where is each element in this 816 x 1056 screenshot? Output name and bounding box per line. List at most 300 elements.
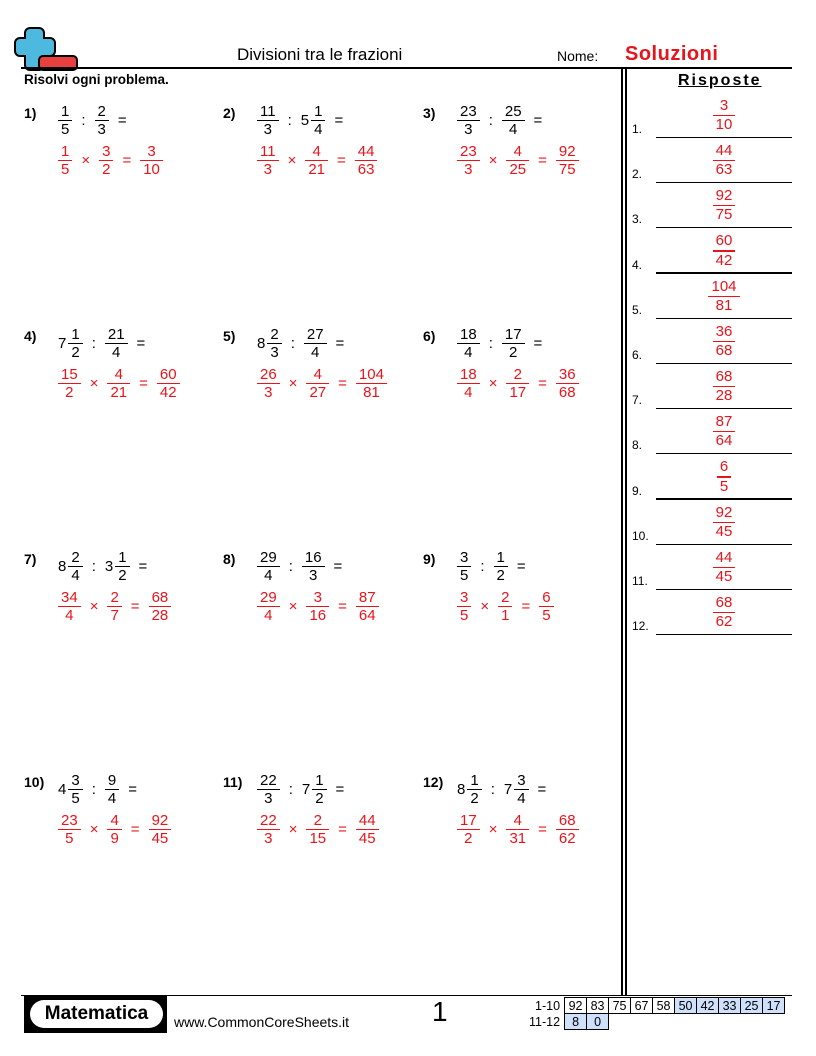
- numerator: 92: [151, 812, 169, 829]
- problem-4: [24, 326, 214, 406]
- denominator: 3: [264, 830, 273, 848]
- divisor: [502, 103, 525, 138]
- equals-sign: =: [136, 335, 146, 353]
- answer-number: 12.: [632, 619, 649, 634]
- fraction: [311, 103, 325, 138]
- dividend: [257, 326, 282, 361]
- denominator: 5: [61, 121, 70, 139]
- solution-factor-2: [506, 812, 529, 847]
- answer-value: [656, 594, 792, 631]
- answer-line: [656, 272, 792, 273]
- denominator: 4: [71, 567, 80, 585]
- fraction: [467, 772, 481, 807]
- numerator: 3: [102, 143, 111, 160]
- fraction: [68, 326, 82, 361]
- numerator: 2: [501, 589, 510, 606]
- answer-value: [656, 232, 792, 269]
- divide-sign: :: [91, 335, 96, 353]
- score-empty: [609, 1014, 631, 1030]
- denominator: 5: [719, 477, 729, 495]
- denominator: 4: [464, 384, 473, 402]
- whole-number: 7: [58, 335, 67, 353]
- dividend: [457, 549, 471, 584]
- solution-factor-1: [58, 366, 81, 401]
- solution-result: [149, 589, 172, 624]
- problem-question: [257, 772, 353, 807]
- answer-number: 2.: [632, 167, 643, 182]
- problem-number: 10): [24, 774, 45, 790]
- fraction: [257, 549, 280, 584]
- numerator: 1: [470, 772, 479, 789]
- solution-factor-2: [306, 589, 329, 624]
- divide-sign: :: [488, 335, 493, 353]
- equals-sign: =: [139, 375, 148, 393]
- denominator: 1: [501, 607, 510, 625]
- denominator: 81: [715, 296, 733, 314]
- problem-number: 11): [223, 774, 243, 790]
- denominator: 25: [509, 161, 527, 179]
- problem-number: 7): [24, 551, 37, 567]
- solution-factor-1: [257, 366, 280, 401]
- times-sign: ×: [287, 152, 297, 170]
- problem-solution: [257, 143, 377, 178]
- numerator: 87: [715, 413, 733, 431]
- numerator: 23: [460, 143, 477, 160]
- denominator: 75: [715, 206, 733, 224]
- score-row: [526, 1014, 785, 1030]
- denominator: 5: [71, 790, 80, 808]
- equals-sign: =: [338, 375, 347, 393]
- problem-question: [58, 772, 146, 807]
- problem-solution: [58, 143, 163, 178]
- times-sign: ×: [288, 598, 298, 616]
- fraction: [257, 103, 279, 138]
- divide-sign: :: [91, 558, 96, 576]
- score-cell: 50: [675, 998, 697, 1014]
- denominator: 62: [558, 830, 576, 848]
- numerator: 3: [719, 96, 729, 114]
- problem-1: [24, 103, 214, 183]
- score-row: [526, 998, 785, 1014]
- fraction: [502, 326, 525, 361]
- answer-value: [656, 323, 792, 360]
- denominator: 21: [308, 161, 326, 179]
- score-cell: 25: [741, 998, 763, 1014]
- answer-number: 3.: [632, 212, 643, 227]
- numerator: 22: [260, 812, 277, 829]
- score-cell: 83: [587, 998, 609, 1014]
- header-divider: [21, 67, 792, 69]
- denominator: 81: [363, 384, 380, 402]
- score-table: [526, 997, 785, 1030]
- denominator: 2: [65, 384, 74, 402]
- numerator: 3: [147, 143, 156, 160]
- problem-question: [58, 326, 154, 361]
- problem-number: 2): [223, 105, 236, 121]
- score-cell: 75: [609, 998, 631, 1014]
- answers-title: Risposte: [678, 72, 762, 89]
- score-empty: [631, 1014, 653, 1030]
- answer-line: [656, 408, 792, 409]
- answer-fraction: [713, 504, 736, 541]
- equals-sign: =: [130, 821, 140, 839]
- denominator: 2: [509, 344, 518, 362]
- dividend: [457, 772, 482, 807]
- denominator: 3: [97, 121, 106, 139]
- equals-sign: =: [533, 112, 543, 130]
- numerator: 23: [460, 103, 477, 120]
- equals-sign: =: [122, 152, 132, 170]
- numerator: 2: [110, 589, 119, 606]
- score-cell: 58: [653, 998, 675, 1014]
- solution-result: [140, 143, 163, 178]
- fraction: [68, 772, 82, 807]
- solution-factor-1: [58, 143, 72, 178]
- numerator: 1: [496, 549, 505, 566]
- problem-number: 1): [24, 105, 37, 121]
- fraction: [105, 326, 128, 361]
- times-sign: ×: [81, 152, 91, 170]
- answer-fraction: [713, 594, 736, 631]
- divisor: [302, 772, 327, 807]
- answer-item: [632, 501, 792, 545]
- times-sign: ×: [488, 821, 498, 839]
- fraction: [494, 549, 508, 584]
- fraction: [457, 326, 480, 361]
- denominator: 4: [264, 567, 273, 585]
- answer-item: [632, 546, 792, 590]
- problem-question: [257, 103, 352, 138]
- answer-value: [656, 368, 792, 405]
- denominator: 2: [496, 567, 505, 585]
- denominator: 7: [110, 607, 119, 625]
- answer-item: [632, 591, 792, 635]
- denominator: 63: [715, 161, 733, 179]
- fraction: [312, 772, 326, 807]
- problem-solution: [457, 366, 579, 401]
- score-cell: 33: [719, 998, 741, 1014]
- numerator: 4: [313, 366, 322, 383]
- denominator: 42: [715, 251, 733, 269]
- solution-result: [556, 366, 579, 401]
- denominator: 4: [264, 607, 273, 625]
- dividend: [257, 549, 280, 584]
- score-empty: [675, 1014, 697, 1030]
- denominator: 4: [65, 607, 74, 625]
- numerator: 21: [107, 326, 125, 343]
- fraction: [95, 103, 109, 138]
- solution-factor-2: [305, 143, 328, 178]
- answer-item: [632, 456, 792, 500]
- problem-number: 12): [423, 774, 444, 790]
- whole-number: 8: [457, 781, 466, 799]
- solution-factor-1: [257, 812, 280, 847]
- problem-question: [257, 549, 351, 584]
- solution-factor-2: [498, 589, 512, 624]
- numerator: 60: [159, 366, 177, 383]
- divisor: [95, 103, 109, 138]
- score-cell: 67: [631, 998, 653, 1014]
- divide-sign: :: [480, 558, 485, 576]
- numerator: 1: [314, 103, 323, 120]
- answer-line: [656, 498, 792, 499]
- answer-line: [656, 589, 792, 590]
- answer-fraction: [713, 232, 736, 269]
- equals-sign: =: [521, 598, 531, 616]
- denominator: 2: [102, 161, 111, 179]
- score-empty: [653, 1014, 675, 1030]
- problem-10: [24, 772, 214, 852]
- divisor: [105, 326, 128, 361]
- divisor: [502, 326, 525, 361]
- denominator: 2: [118, 567, 127, 585]
- numerator: 11: [260, 103, 276, 120]
- problem-6: [423, 326, 613, 406]
- problem-2: [223, 103, 413, 183]
- answer-line: [656, 318, 792, 319]
- score-cell: 92: [565, 998, 587, 1014]
- numerator: 25: [504, 103, 522, 120]
- dividend: [58, 772, 83, 807]
- denominator: 4: [314, 121, 323, 139]
- problem-9: [423, 549, 613, 629]
- times-sign: ×: [288, 821, 298, 839]
- name-label: Nome:: [557, 48, 599, 64]
- answer-fraction: [713, 549, 736, 586]
- dividend: [58, 103, 72, 138]
- times-sign: ×: [89, 375, 99, 393]
- numerator: 36: [558, 366, 576, 383]
- column-divider: [625, 68, 627, 996]
- score-range-label: 1-10: [535, 998, 561, 1013]
- numerator: 92: [715, 503, 733, 521]
- answer-item: [632, 184, 792, 228]
- site-url: www.CommonCoreSheets.it: [174, 1014, 350, 1030]
- numerator: 3: [313, 589, 322, 606]
- solution-factor-1: [457, 143, 480, 178]
- denominator: 17: [509, 384, 527, 402]
- denominator: 45: [715, 568, 733, 585]
- solution-factor-2: [506, 143, 529, 178]
- denominator: 3: [263, 121, 272, 139]
- answer-item: [632, 365, 792, 409]
- divide-sign: :: [488, 112, 493, 130]
- denominator: 16: [309, 607, 327, 625]
- divide-sign: :: [490, 781, 495, 799]
- answer-item: [632, 94, 792, 138]
- denominator: 4: [107, 790, 117, 808]
- equals-sign: =: [538, 821, 547, 839]
- denominator: 5: [65, 830, 74, 848]
- denominator: 21: [110, 384, 128, 402]
- denominator: 62: [715, 613, 733, 631]
- answer-value: [656, 278, 792, 315]
- fraction: [68, 549, 82, 584]
- solution-factor-2: [107, 589, 121, 624]
- name-value: Soluzioni: [625, 43, 719, 65]
- dividend: [257, 103, 279, 138]
- dividend: [457, 326, 480, 361]
- answer-number: 1.: [632, 122, 643, 136]
- problem-question: [457, 549, 535, 584]
- denominator: 4: [112, 344, 121, 362]
- whole-number: 7: [301, 781, 311, 799]
- numerator: 60: [715, 232, 733, 250]
- numerator: 2: [313, 812, 322, 829]
- denominator: 4: [517, 790, 526, 808]
- page-number: 1: [432, 996, 448, 1027]
- equals-sign: =: [334, 112, 344, 130]
- numerator: 44: [357, 143, 375, 160]
- answer-number: 5.: [632, 302, 643, 317]
- denominator: 27: [309, 384, 327, 402]
- score-empty: [763, 1014, 785, 1030]
- problem-question: [257, 326, 353, 361]
- whole-number: 8: [58, 558, 67, 576]
- solution-result: [356, 366, 387, 401]
- solution-factor-1: [58, 589, 81, 624]
- solution-factor-2: [506, 366, 529, 401]
- denominator: 15: [309, 830, 327, 848]
- numerator: 68: [558, 812, 576, 829]
- denominator: 3: [464, 121, 473, 139]
- divide-sign: :: [91, 781, 96, 799]
- equals-sign: =: [538, 375, 547, 393]
- score-cell: 17: [763, 998, 785, 1014]
- solution-result: [556, 143, 579, 178]
- score-range-label: 11-12: [529, 1014, 561, 1029]
- divide-sign: :: [288, 558, 293, 576]
- problem-solution: [58, 366, 180, 401]
- fraction: [502, 103, 525, 138]
- whole-number: 3: [104, 558, 114, 576]
- divide-sign: :: [287, 112, 292, 130]
- numerator: 34: [61, 589, 78, 606]
- numerator: 104: [711, 277, 737, 295]
- denominator: 4: [311, 344, 320, 362]
- denominator: 68: [715, 342, 733, 359]
- answer-item: [632, 230, 792, 274]
- whole-number: 5: [300, 112, 310, 130]
- problem-number: 8): [223, 551, 236, 567]
- problem-number: 5): [223, 328, 236, 344]
- numerator: 3: [517, 772, 526, 789]
- answer-line: [656, 137, 792, 138]
- answer-line: [656, 544, 792, 545]
- equals-sign: =: [335, 335, 345, 353]
- answer-value: [656, 97, 792, 134]
- equals-sign: =: [537, 781, 547, 799]
- numerator: 18: [460, 326, 477, 343]
- answer-number: 6.: [632, 348, 643, 362]
- numerator: 2: [71, 549, 80, 566]
- numerator: 16: [304, 549, 322, 566]
- score-empty: [741, 1014, 763, 1030]
- problem-question: [58, 103, 136, 138]
- numerator: 27: [306, 326, 324, 343]
- dividend: [58, 326, 83, 361]
- solution-result: [539, 589, 553, 624]
- denominator: 3: [309, 567, 318, 585]
- numerator: 36: [715, 322, 733, 340]
- numerator: 44: [715, 548, 733, 566]
- divisor: [105, 549, 130, 584]
- answer-line: [656, 182, 792, 183]
- numerator: 4: [513, 812, 522, 829]
- denominator: 45: [151, 830, 169, 848]
- score-cell: 42: [697, 998, 719, 1014]
- answer-fraction: [708, 278, 739, 315]
- solution-result: [149, 812, 172, 847]
- denominator: 10: [143, 161, 160, 179]
- divisor: [105, 772, 119, 807]
- problem-solution: [457, 143, 579, 178]
- numerator: 104: [358, 366, 384, 383]
- denominator: 4: [509, 121, 518, 139]
- solution-result: [556, 812, 579, 847]
- equals-sign: =: [338, 821, 347, 839]
- fraction: [304, 326, 327, 361]
- times-sign: ×: [488, 375, 498, 393]
- numerator: 29: [260, 589, 277, 606]
- numerator: 4: [312, 143, 321, 160]
- problem-12: [423, 772, 613, 852]
- numerator: 4: [513, 143, 522, 160]
- problem-solution: [257, 812, 379, 847]
- numerator: 22: [260, 772, 277, 789]
- times-sign: ×: [89, 821, 99, 839]
- equals-sign: =: [130, 598, 140, 616]
- numerator: 11: [260, 143, 276, 160]
- solution-factor-1: [58, 812, 81, 847]
- denominator: 10: [715, 116, 733, 133]
- score-empty: [719, 1014, 741, 1030]
- fraction: [302, 549, 325, 584]
- problem-number: 6): [423, 328, 436, 344]
- numerator: 6: [719, 458, 729, 476]
- divisor: [504, 772, 529, 807]
- numerator: 92: [558, 143, 576, 160]
- denominator: 3: [263, 161, 272, 179]
- equals-sign: =: [337, 152, 346, 170]
- denominator: 28: [151, 607, 169, 625]
- dividend: [58, 549, 83, 584]
- answer-fraction: [713, 97, 736, 134]
- answer-value: [656, 549, 792, 586]
- answer-fraction: [713, 413, 736, 450]
- denominator: 5: [460, 567, 469, 585]
- fraction: [58, 103, 72, 138]
- denominator: 3: [270, 344, 279, 362]
- answer-item: [632, 275, 792, 319]
- numerator: 9: [107, 772, 117, 789]
- equals-sign: =: [138, 558, 148, 576]
- answer-value: [656, 187, 792, 224]
- answer-fraction: [717, 458, 731, 495]
- denominator: 68: [558, 384, 576, 402]
- answer-number: 9.: [632, 483, 643, 498]
- denominator: 9: [110, 830, 119, 848]
- solution-result: [356, 589, 379, 624]
- problem-solution: [257, 366, 387, 401]
- solution-factor-2: [107, 812, 121, 847]
- column-divider: [621, 68, 623, 996]
- fraction: [105, 772, 119, 807]
- divisor: [494, 549, 508, 584]
- problem-solution: [457, 812, 579, 847]
- numerator: 26: [260, 366, 277, 383]
- answer-number: 10.: [632, 528, 649, 543]
